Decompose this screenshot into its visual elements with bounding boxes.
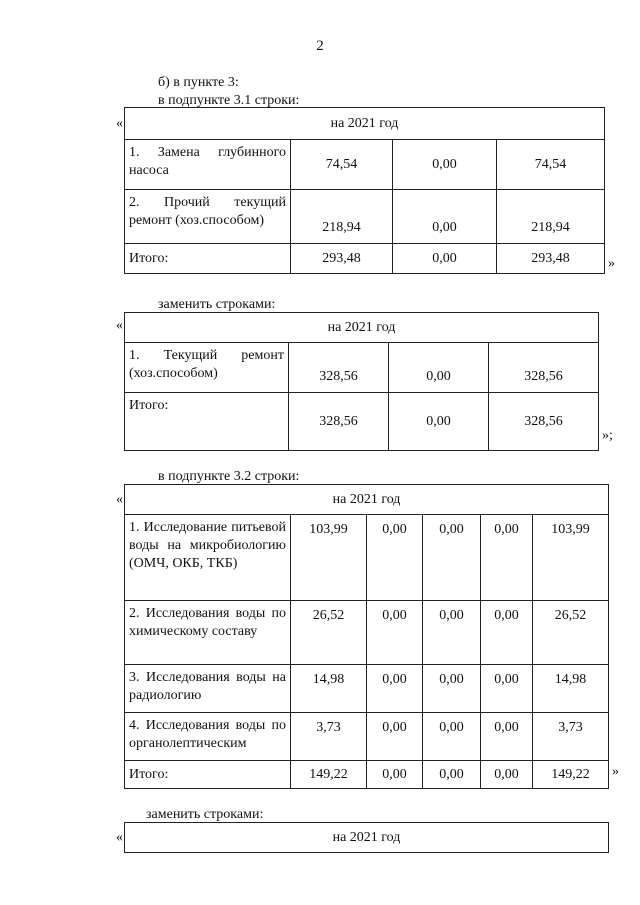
row-label: 2. Исследования воды по химическому составу	[125, 601, 291, 665]
row-label: 1. Текущий ремонт (хоз.способом)	[125, 343, 289, 393]
table-row	[125, 393, 599, 451]
value-cell: 328,56	[489, 393, 599, 451]
value-cell: 328,56	[489, 343, 599, 393]
row-label: Итого:	[125, 393, 289, 451]
value-cell: 293,48	[291, 244, 393, 274]
row-label: 3. Исследования воды на радиологию	[125, 665, 291, 713]
value-cell: 218,94	[497, 190, 605, 244]
intro-line-1: б) в пункте 3:	[158, 75, 239, 90]
table-row	[125, 601, 609, 665]
subpoint-3-2-label: в подпункте 3.2 строки:	[158, 469, 300, 484]
quote-close: »	[612, 764, 619, 779]
quote-close-semicolon: »;	[602, 428, 613, 443]
value-cell: 0,00	[367, 761, 423, 789]
table-row	[125, 761, 609, 789]
table-subpoint-3-2-old	[124, 484, 609, 789]
value-cell: 0,00	[481, 665, 533, 713]
value-cell: 3,73	[533, 713, 609, 761]
value-cell: 0,00	[423, 515, 481, 601]
value-cell: 149,22	[291, 761, 367, 789]
row-label: Итого:	[125, 761, 291, 789]
value-cell: 26,52	[291, 601, 367, 665]
quote-open: «	[116, 492, 123, 507]
table-subpoint-3-1-new	[124, 312, 599, 451]
value-cell: 0,00	[481, 761, 533, 789]
intro-line-2: в подпункте 3.1 строки:	[158, 93, 300, 108]
value-cell: 14,98	[533, 665, 609, 713]
quote-open: «	[116, 318, 123, 333]
table-header: на 2021 год	[125, 823, 609, 853]
row-label: 2. Прочий текущий ремонт (хоз.способом)	[125, 190, 291, 244]
value-cell: 74,54	[291, 140, 393, 190]
table-row	[125, 713, 609, 761]
table-subpoint-3-2-new	[124, 822, 609, 853]
row-label: 1. Исследование питьевой воды на микробиологию (ОМЧ, ОКБ, ТКБ)	[125, 515, 291, 601]
replace-label: заменить строками:	[158, 297, 276, 312]
value-cell: 0,00	[389, 393, 489, 451]
value-cell: 3,73	[291, 713, 367, 761]
value-cell: 0,00	[393, 140, 497, 190]
value-cell: 0,00	[367, 665, 423, 713]
value-cell: 0,00	[481, 713, 533, 761]
quote-close: »	[608, 256, 615, 271]
table-row	[125, 665, 609, 713]
value-cell: 0,00	[393, 244, 497, 274]
value-cell: 293,48	[497, 244, 605, 274]
table-header: на 2021 год	[125, 108, 605, 140]
value-cell: 0,00	[367, 601, 423, 665]
value-cell: 0,00	[367, 713, 423, 761]
row-label: 4. Исследования воды по органолептическим	[125, 713, 291, 761]
value-cell: 103,99	[291, 515, 367, 601]
replace-label: заменить строками:	[146, 807, 264, 822]
table-row	[125, 140, 605, 190]
table-row	[125, 515, 609, 601]
value-cell: 328,56	[289, 343, 389, 393]
value-cell: 149,22	[533, 761, 609, 789]
quote-open: «	[116, 830, 123, 845]
value-cell: 26,52	[533, 601, 609, 665]
table-subpoint-3-1-old	[124, 107, 605, 274]
value-cell: 218,94	[291, 190, 393, 244]
value-cell: 74,54	[497, 140, 605, 190]
value-cell: 0,00	[393, 190, 497, 244]
page-number: 2	[316, 38, 324, 54]
value-cell: 328,56	[289, 393, 389, 451]
table-row	[125, 190, 605, 244]
table-header: на 2021 год	[125, 313, 599, 343]
value-cell: 0,00	[367, 515, 423, 601]
quote-open: «	[116, 116, 123, 131]
table-row	[125, 244, 605, 274]
value-cell: 0,00	[423, 601, 481, 665]
table-header: на 2021 год	[125, 485, 609, 515]
value-cell: 0,00	[389, 343, 489, 393]
value-cell: 0,00	[481, 601, 533, 665]
value-cell: 0,00	[423, 761, 481, 789]
value-cell: 0,00	[423, 713, 481, 761]
value-cell: 0,00	[481, 515, 533, 601]
value-cell: 0,00	[423, 665, 481, 713]
row-label: 1. Замена глубинного насоса	[125, 140, 291, 190]
table-row	[125, 343, 599, 393]
value-cell: 103,99	[533, 515, 609, 601]
row-label: Итого:	[125, 244, 291, 274]
value-cell: 14,98	[291, 665, 367, 713]
